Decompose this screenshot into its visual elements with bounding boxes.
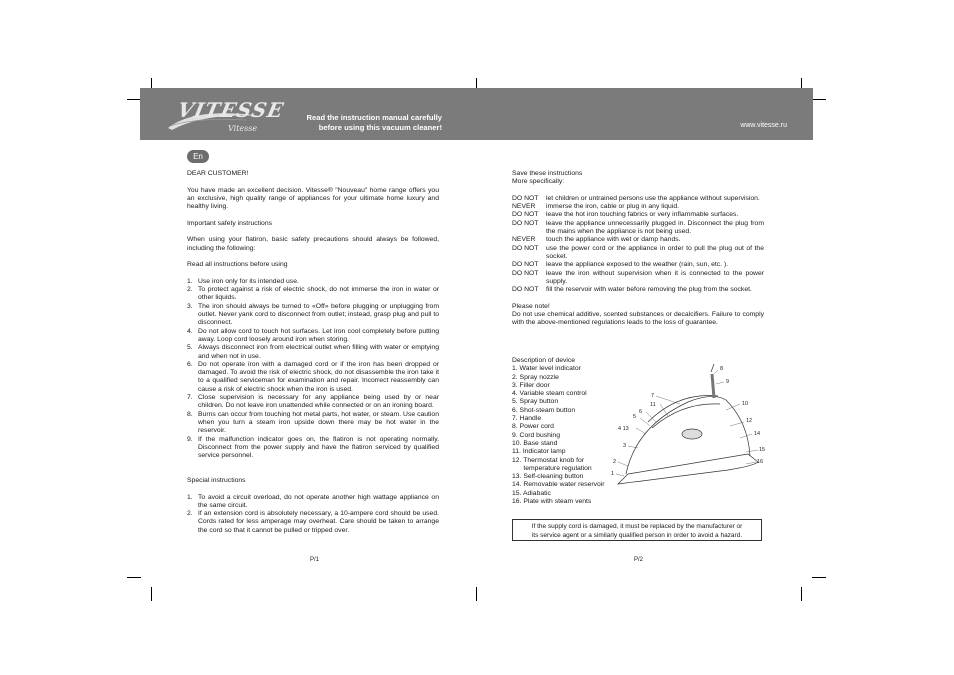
list-item: 9. If the malfunction indicator goes on, the flatiron is not operating normally. Disconnect from the power supply and have the flatiron serviced by qualified service personnel. (187, 435, 439, 460)
crop-mark (127, 577, 141, 578)
intro-paragraph: You have made an excellent decision. Vitesse® "Nouveau" home range offers you an exclusive, high quality range of appliances for your ultimate home luxury and healthy living. (187, 186, 439, 211)
list-item: 5. Spray button (512, 398, 559, 406)
greeting: DEAR CUSTOMER! (187, 170, 249, 177)
page-number-right: P/2 (634, 557, 644, 563)
diagram-label: 16 (757, 459, 764, 465)
warning-box (512, 519, 762, 541)
power-cord (711, 364, 714, 372)
crop-mark (151, 587, 152, 601)
save-line: Save these instructions (512, 170, 583, 177)
crop-mark (812, 577, 826, 578)
diagram-label: 10 (742, 401, 749, 407)
list-item: 3. The iron should always be turned to «Off» before plugging or unplugging from outlet. Never yank cord to disconnect from outlet; instead, grasp plug and pull to disconnect. (187, 302, 439, 327)
list-item: 1. To avoid a circuit overload, do not operate another high wattage appliance on the same circuit. (187, 493, 439, 509)
website-url: www.vitesse.ru (740, 122, 787, 129)
diagram-label: 6 (639, 409, 643, 415)
warning-line: its service agent or a similarly qualified person in order to avoid a hazard. (531, 532, 743, 539)
rule-item: DO NOT use the power cord or the appliance in order to pull the plug out of the socket. (512, 244, 764, 260)
list-item: 2. Spray nozzle (512, 373, 559, 381)
note-text: Do not use chemical additive, scented substances or decalcifiers. Failure to comply with the above-mentioned regulations leads to the loss of guarantee. (512, 311, 764, 327)
diagram-label: 8 (720, 366, 724, 372)
diagram-label: 11 (650, 402, 656, 408)
list-item: 2. To protect against a risk of electric shock, do not immerse the iron in water or other liquids. (187, 286, 439, 302)
list-item: 1. Water level indicator (512, 365, 581, 373)
rule-item: DO NOT leave the hot iron touching fabrics or very inflammable surfaces. (512, 211, 739, 219)
list-item: 1. Use iron only for its intended use. (187, 277, 299, 285)
rule-item: DO NOT let children or untrained persons use the appliance without supervision. (512, 194, 760, 202)
list-item: 8. Power cord (512, 423, 554, 431)
list-item: 11. Indicator lamp (512, 448, 566, 456)
save-line: More specifically: (512, 178, 565, 186)
header-headline (280, 113, 442, 133)
page-number-left: P/1 (310, 557, 320, 563)
power-cord (712, 374, 714, 398)
iron-handle (648, 396, 718, 422)
diagram-label: 2 (613, 459, 617, 465)
note-title: Please note! (512, 302, 550, 310)
crop-mark (476, 587, 477, 601)
list-item: 13. Self-cleaning button (512, 473, 584, 481)
special-list (187, 494, 439, 535)
rule-item: DO NOT leave the appliance exposed to the weather (rain, sun, etc. ). (512, 261, 729, 269)
rule-item: NEVER immerse the iron, cable or plug in any liquid. (512, 203, 679, 211)
rule-item: DO NOT fill the reservoir with water before removing the plug from the socket. (512, 286, 752, 294)
list-item: 4. Do not allow cord to touch hot surfaces. Let iron cool completely before putting away. Loop cord loosely around iron when storing. (187, 327, 439, 343)
list-item: 4. Variable steam control (512, 390, 587, 398)
list-item: 16. Plate with steam vents (512, 498, 592, 506)
list-item: 9. Cord bushing (512, 431, 560, 439)
device-title: Description of device (512, 357, 576, 364)
safety-title: Important safety instructions (187, 219, 272, 227)
rules-list (512, 195, 764, 295)
iron-diagram (608, 362, 768, 492)
crop-mark (801, 587, 802, 601)
diagram-label: 9 (726, 379, 730, 385)
brand-subtext: Vitesse (228, 124, 258, 133)
rule-item: DO NOT leave the iron without supervision when it is connected to the power supply. (512, 269, 764, 285)
rule-item: DO NOT leave the appliance unnecessarily plugged in. Disconnect the plug from the mains when the appliance is not being used. (512, 219, 764, 236)
list-item: 7. Close supervision is necessary for any appliance being used by or near children. Do not leave iron unattended while connected or on an ironing board. (187, 394, 439, 410)
special-title: Special instructions (187, 476, 246, 484)
safety-list (187, 278, 439, 461)
warning-line: If the supply cord is damaged, it must be replaced by the manufacturer or (531, 523, 743, 530)
list-item: 6. Shot-steam button (512, 406, 576, 414)
iron-soleplate (618, 454, 758, 484)
diagram-label: 4 13 (618, 426, 629, 432)
rule-item: NEVER touch the appliance with wet or damp hands. (512, 236, 681, 244)
diagram-label: 12 (746, 418, 753, 424)
headline-line: before using this vacuum cleaner! (318, 123, 442, 132)
diagram-label: 14 (754, 431, 761, 437)
right-page (512, 170, 764, 328)
thermostat-knob (682, 429, 702, 439)
brand-wordmark: VITESSE (175, 98, 287, 122)
headline-line: Read the instruction manual carefully (306, 113, 442, 122)
parts-list (512, 357, 615, 506)
crop-mark (812, 99, 826, 100)
diagram-label: 1 (611, 471, 615, 477)
left-page (187, 170, 439, 535)
diagram-label: 7 (651, 393, 655, 399)
header-banner (140, 88, 813, 140)
list-item: 14. Removable water reservoir (512, 481, 605, 489)
list-item: 8. Burns can occur from touching hot metal parts, hot water, or steam. Use caution when you turn a steam iron upside down there may be hot water in the reservoir. (187, 410, 439, 435)
brand-logo (166, 96, 287, 134)
list-item: 15. Adiabatic (512, 489, 551, 497)
read-all-line: Read all instructions before using (187, 261, 288, 269)
diagram-label: 3 (623, 443, 627, 449)
diagram-label: 5 (633, 414, 637, 420)
language-badge: En (187, 150, 209, 163)
list-item: 2. If an extension cord is absolutely necessary, a 10-ampere cord should be used. Cords rated for less amperage may overheat. Care should be taken to arrange the cord so that it cannot be pulled or tripped over. (187, 510, 439, 534)
list-item: 6. Do not operate iron with a damaged cord or if the iron has been dropped or damaged. To avoid the risk of electric shock, do not disassemble the iron take it to a qualified serviceman for examination and repair. Incorrect reassembly can cause a risk of electric shock when the iron is used. (187, 360, 439, 393)
crop-mark (127, 99, 141, 100)
list-item: 10. Base stand (512, 439, 558, 447)
list-item: 5. Always disconnect iron from electrical outlet when filling with water or emptying and when not in use. (187, 344, 439, 360)
list-item: 12. Thermostat knob for (512, 456, 585, 464)
diagram-label: 15 (759, 447, 766, 453)
list-item: 3. Filler door (512, 381, 550, 389)
list-item: temperature regulation (512, 464, 592, 472)
safety-intro: When using your flatiron, basic safety precautions should always be followed, including the following: (187, 236, 439, 252)
list-item: 7. Handle (512, 415, 542, 423)
